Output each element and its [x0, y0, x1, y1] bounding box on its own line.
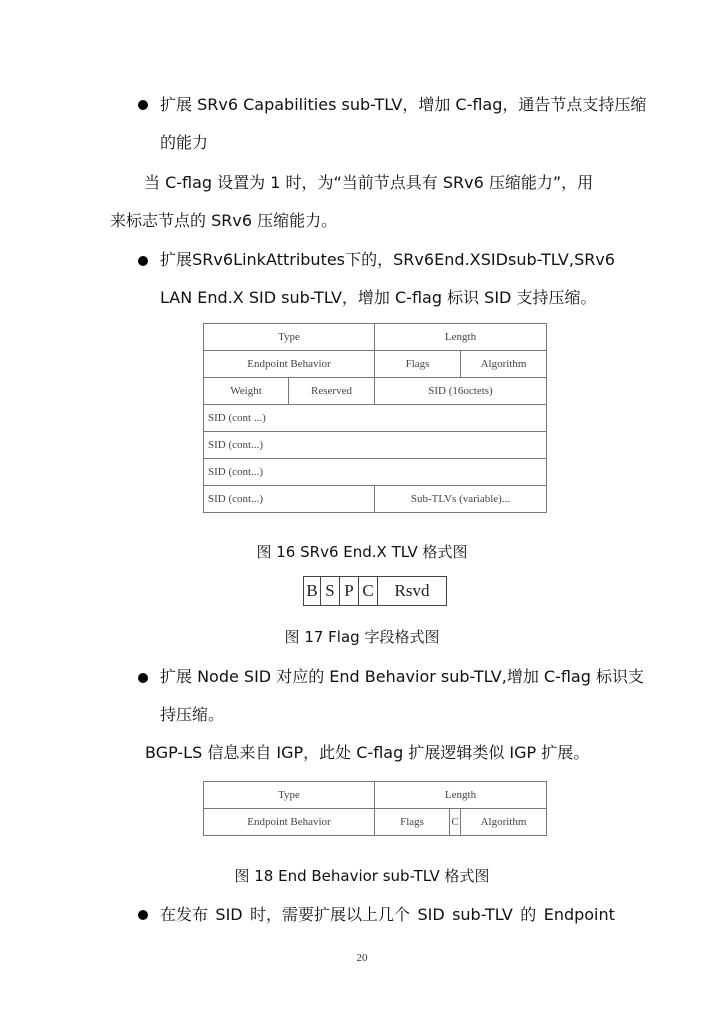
paragraph-capabilities-line2: 的能力: [160, 133, 209, 152]
paragraph-link-attributes-line1: [160, 249, 615, 271]
word: SID: [480, 250, 508, 269]
sid-cont-cell: SID (cont...): [204, 459, 547, 486]
paragraph-cflag-line1: 当 C-flag 设置为 1 时，为“当前节点具有 SRv6 压缩能力”，用: [144, 173, 594, 192]
reserved-cell: Reserved: [289, 378, 375, 405]
flag-s: S: [321, 577, 340, 605]
c-flag-cell: C: [450, 809, 461, 836]
word: Endpoint: [543, 905, 615, 924]
bullet-dot: [138, 256, 148, 266]
table-row: [204, 324, 547, 351]
word: Attributes: [266, 250, 346, 269]
word: SID: [215, 905, 243, 924]
type-cell: Type: [204, 782, 375, 809]
word: 的: [520, 905, 537, 924]
table-row: [204, 486, 547, 513]
algorithm-cell: Algorithm: [461, 351, 547, 378]
word: SID: [417, 905, 445, 924]
flag-field-diagram: [303, 576, 447, 606]
figure-caption-18: 图 18 End Behavior sub-TLV 格式图: [234, 867, 490, 885]
sub-tlvs-cell: Sub-TLVs (variable)...: [375, 486, 547, 513]
flag-p: P: [340, 577, 359, 605]
paragraph-link-attributes-line2: LAN End.X SID sub-TLV，增加 C-flag 标识 SID 支持压缩。: [160, 288, 597, 307]
word: 时，需要扩展以上几个: [250, 905, 411, 924]
word: 在发布: [160, 905, 209, 924]
algorithm-cell: Algorithm: [461, 809, 547, 836]
bullet-dot: [138, 673, 148, 683]
word: SRv6: [574, 250, 615, 269]
endpoint-behavior-cell: Endpoint Behavior: [204, 351, 375, 378]
word: 下的，SRv6: [345, 250, 435, 269]
sid-cont-cell: SID (cont...): [204, 486, 375, 513]
flags-cell: Flags: [375, 809, 450, 836]
table-row: [204, 378, 547, 405]
length-cell: Length: [375, 782, 547, 809]
paragraph-endpoint-line1: [160, 904, 615, 926]
table-row: [204, 432, 547, 459]
length-cell: Length: [375, 324, 547, 351]
type-cell: Type: [204, 324, 375, 351]
endpoint-behavior-cell: Endpoint Behavior: [204, 809, 375, 836]
paragraph-capabilities-line1: 扩展 SRv6 Capabilities sub-TLV，增加 C-flag，通告节点支持压缩: [160, 95, 647, 114]
paragraph-bgp-ls: BGP-LS 信息来自 IGP，此处 C-flag 扩展逻辑类似 IGP 扩展。: [145, 743, 590, 762]
table-row: [204, 405, 547, 432]
word: 扩展: [160, 250, 193, 269]
table-row: [204, 809, 547, 836]
table-row: [204, 351, 547, 378]
weight-cell: Weight: [204, 378, 289, 405]
paragraph-end-behavior-line1: 扩展 Node SID 对应的 End Behavior sub-TLV,增加 C-flag 标识支: [160, 667, 644, 686]
word: sub-TLV,: [508, 250, 574, 269]
word: SRv6: [192, 250, 234, 269]
flag-rsvd: Rsvd: [394, 581, 430, 600]
bullet-dot: [138, 910, 148, 920]
figure-caption-17: 图 17 Flag 字段格式图: [284, 628, 440, 646]
flags-cell: Flags: [375, 351, 461, 378]
sid-cont-cell: SID (cont...): [204, 432, 547, 459]
word: End.X: [434, 250, 481, 269]
word: sub-TLV: [452, 905, 513, 924]
page-number: 20: [356, 952, 368, 964]
srv6-endx-tlv-table: [203, 323, 547, 513]
word: Link: [233, 250, 266, 269]
sid-cell: SID (16octets): [375, 378, 547, 405]
paragraph-cflag-line2: 来标志节点的 SRv6 压缩能力。: [110, 211, 338, 230]
table-row: [204, 782, 547, 809]
figure-caption-16: 图 16 SRv6 End.X TLV 格式图: [256, 543, 468, 561]
paragraph-end-behavior-line2: 持压缩。: [160, 705, 225, 724]
sid-cont-cell: SID (cont ...): [204, 405, 547, 432]
end-behavior-sub-tlv-table: [203, 781, 547, 836]
flag-b: B: [304, 577, 321, 605]
flag-c: C: [359, 577, 378, 605]
bullet-dot: [138, 100, 148, 110]
table-row: [204, 459, 547, 486]
